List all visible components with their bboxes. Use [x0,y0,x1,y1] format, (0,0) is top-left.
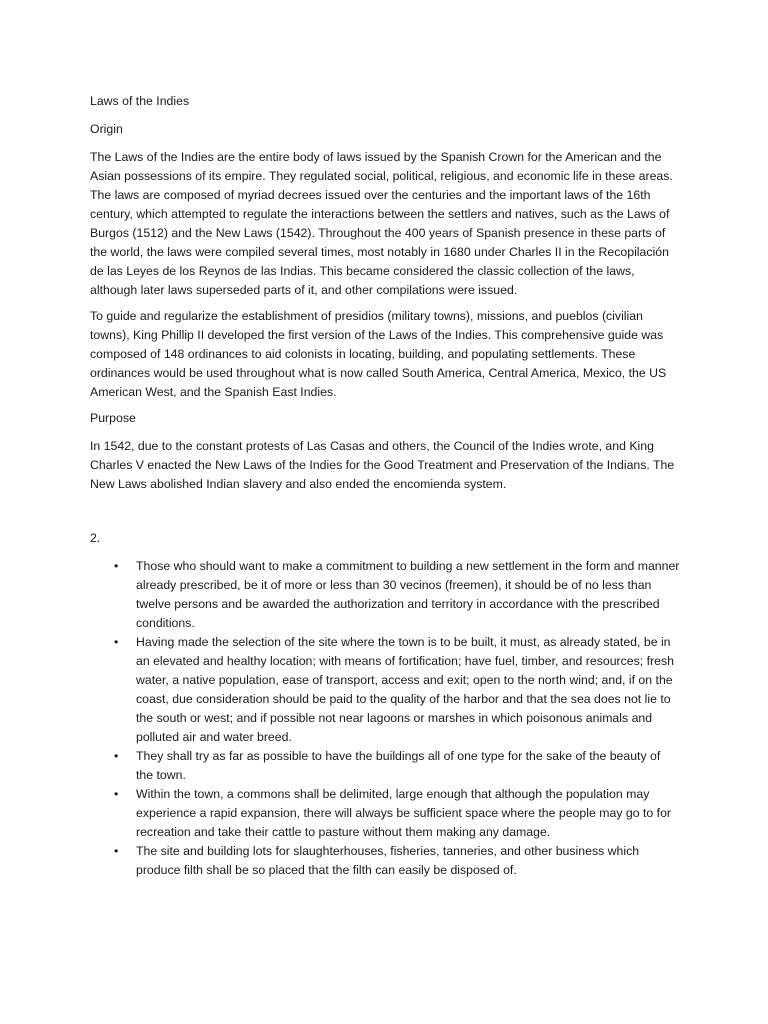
document-page [90,92,680,880]
document-title: Laws of the Indies [90,94,190,108]
list-item-text: The site and building lots for slaughterhouses, fisheries, tanneries, and other business which produce filth shall be so placed that the filth can easily be disposed of. [136,844,640,877]
list-item [90,557,680,633]
bullet-icon: • [114,559,119,573]
origin-heading: Origin [90,122,123,136]
origin-paragraph-2: To guide and regularize the establishment of presidios (military towns), missions, and pueblos (civilian towns), King Phillip II developed the first version of the Laws of the Indies. This comprehensive guide was composed of 148 ordinances to aid colonists in locating, building, and populating settlements. These ordinances would be used throughout what is now called South America, Central America, Mexico, the US American West, and the Spanish East Indies. [90,309,667,399]
purpose-paragraph: In 1542, due to the constant protests of Las Casas and others, the Council of the Indies wrote, and King Charles V enacted the New Laws of the Indies for the Good Treatment and Preservation of the Indians. The New Laws abolished Indian slavery and also ended the encomienda system. [90,439,675,491]
purpose-heading: Purpose [90,411,136,425]
bullet-icon: • [114,749,119,763]
list-item-text: Within the town, a commons shall be delimited, large enough that although the population may experience a rapid expansion, there will always be sufficient space where the people may go to for recreation and take their cattle to pasture without them making any damage. [136,787,671,839]
bullet-icon: • [114,844,119,858]
list-item [90,785,680,842]
list-item [90,842,680,880]
bullet-icon: • [114,787,119,801]
list-item-text: Having made the selection of the site where the town is to be built, it must, as already stated, be in an elevated and healthy location; with means of fortification; have fuel, timber, and resources; fresh water, a native population, ease of transport, access and exit; open to the north wind; and, if on the coast, due consideration should be paid to the quality of the harbor and that the sea does not lie to the south or west; and if possible not near lagoons or marshes in which poisonous animals and polluted air and water breed. [136,635,674,744]
section-number: 2. [90,531,101,545]
origin-paragraph-1: The Laws of the Indies are the entire body of laws issued by the Spanish Crown for the American and the Asian possessions of its empire. They regulated social, political, religious, and economic life in these areas. The laws are composed of myriad decrees issued over the centuries and the important laws of the 16th century, which attempted to regulate the interactions between the settlers and natives, such as the Laws of Burgos (1512) and the New Laws (1542). Throughout the 400 years of Spanish presence in these parts of the world, the laws were compiled several times, most notably in 1680 under Charles II in the Recopilación de las Leyes de los Reynos de las Indias. This became considered the classic collection of the laws, although later laws superseded parts of it, and other compilations were issued. [90,150,673,297]
list-item-text: Those who should want to make a commitment to building a new settlement in the form and manner already prescribed, be it of more or less than 30 vecinos (freemen), it should be of no less than twelve persons and be awarded the authorization and territory in accordance with the prescribed conditions. [136,559,680,630]
ordinance-list [90,557,680,880]
list-item [90,747,680,785]
list-item [90,633,680,747]
list-item-text: They shall try as far as possible to have the buildings all of one type for the sake of the beauty of the town. [136,749,661,782]
bullet-icon: • [114,635,119,649]
